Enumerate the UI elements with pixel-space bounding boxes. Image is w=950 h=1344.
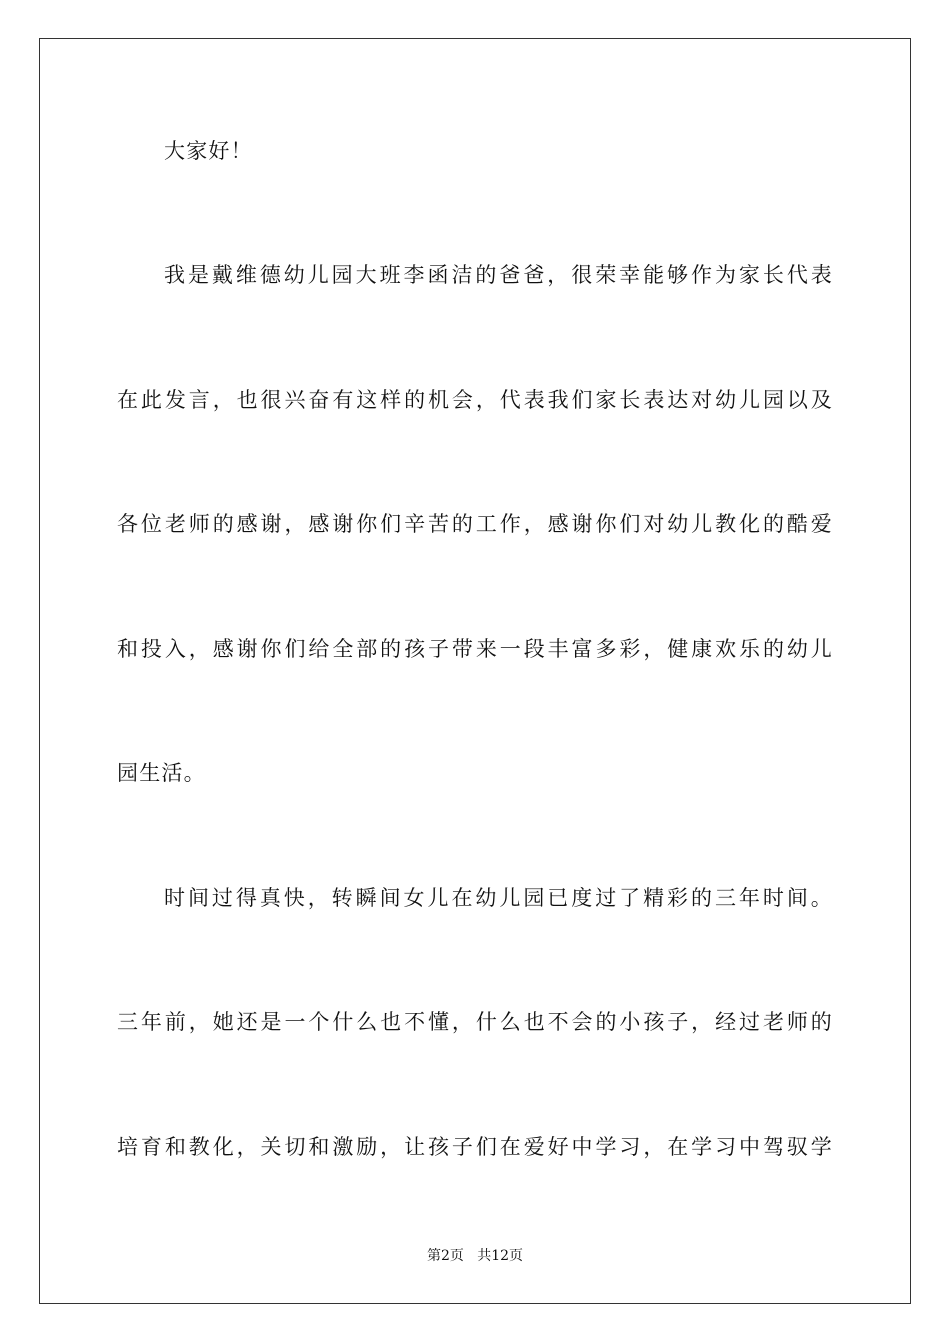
- paragraph-line: 我是戴维德幼儿园大班李函洁的爸爸，很荣幸能够作为家长代表: [164, 263, 833, 287]
- paragraph-line: 三年前，她还是一个什么也不懂，什么也不会的小孩子，经过老师的: [117, 1010, 833, 1034]
- greeting-line: 大家好！: [164, 139, 253, 163]
- paragraph-line: 园生活。: [117, 761, 206, 785]
- paragraph-line: 在此发言，也很兴奋有这样的机会，代表我们家长表达对幼儿园以及: [117, 388, 833, 412]
- paragraph-line: 培育和教化，关切和激励，让孩子们在爱好中学习，在学习中驾驭学: [117, 1135, 833, 1159]
- page-frame: [39, 38, 911, 1304]
- paragraph-line: 时间过得真快，转瞬间女儿在幼儿园已度过了精彩的三年时间。: [164, 886, 833, 910]
- paragraph-line: 和投入，感谢你们给全部的孩子带来一段丰富多彩，健康欢乐的幼儿: [117, 637, 833, 661]
- page-number-footer: 第2页 共12页: [426, 1248, 524, 1264]
- paragraph-line: 各位老师的感谢，感谢你们辛苦的工作，感谢你们对幼儿教化的酷爱: [117, 512, 833, 536]
